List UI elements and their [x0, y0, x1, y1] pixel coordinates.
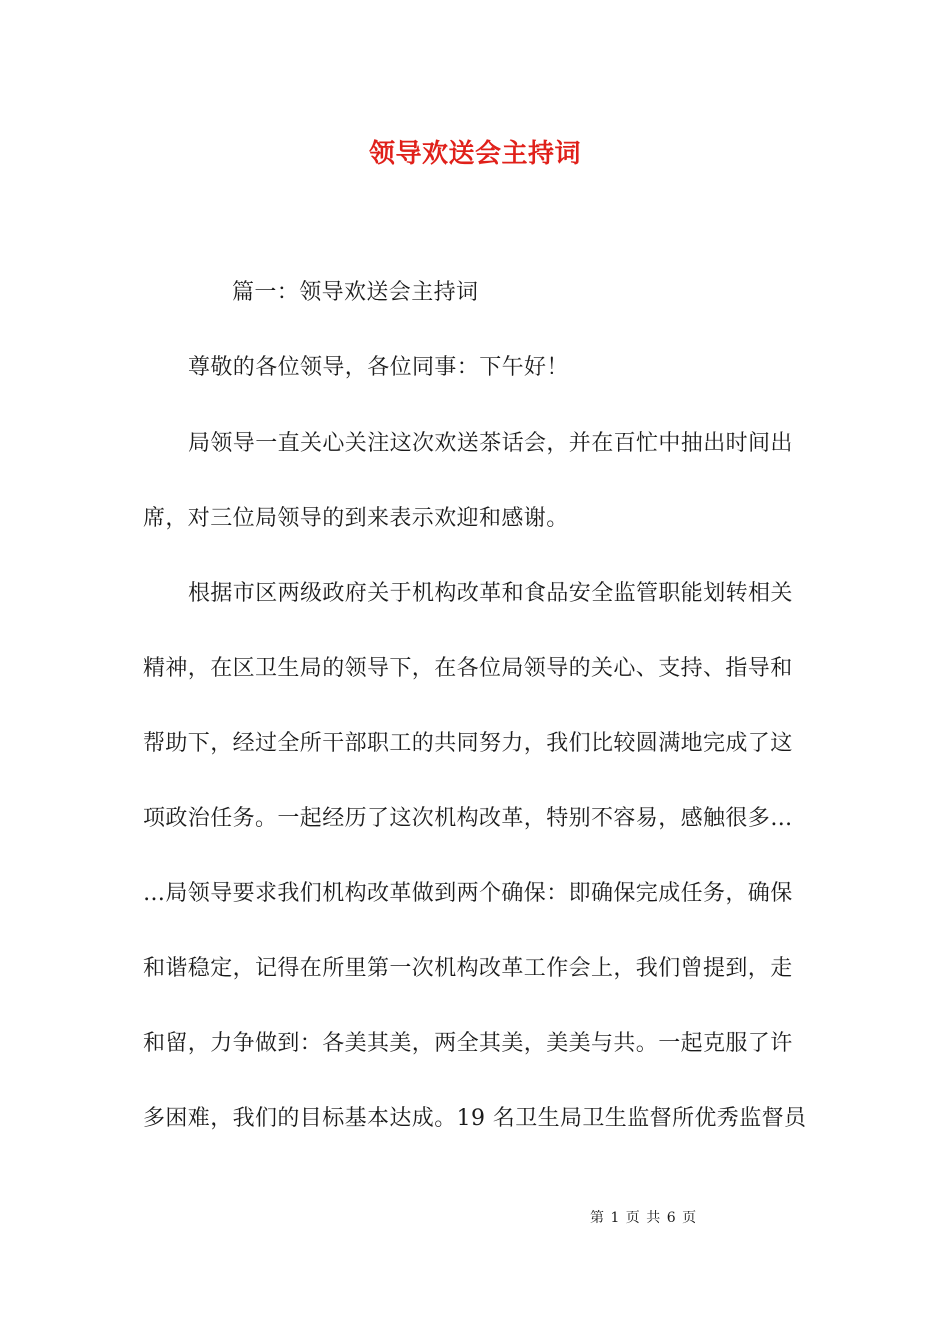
paragraph-line: …局领导要求我们机构改革做到两个确保：即确保完成任务，确保 [143, 881, 793, 906]
paragraph-line: 席，对三位局领导的到来表示欢迎和感谢。 [143, 506, 569, 531]
greeting-line: 尊敬的各位领导，各位同事：下午好！ [188, 355, 569, 380]
page-number-footer: 第 1 页 共 6 页 [590, 1210, 698, 1226]
document-title: 领导欢送会主持词 [368, 139, 581, 169]
paragraph-line: 和留，力争做到：各美其美，两全其美，美美与共。一起克服了许 [143, 1031, 793, 1056]
paragraph-line: 项政治任务。一起经历了这次机构改革，特别不容易，感触很多… [143, 806, 793, 831]
paragraph-line: 帮助下，经过全所干部职工的共同努力，我们比较圆满地完成了这 [143, 731, 793, 756]
paragraph-line: 精神，在区卫生局的领导下，在各位局领导的关心、支持、指导和 [143, 656, 793, 681]
paragraph-line: 和谐稳定，记得在所里第一次机构改革工作会上，我们曾提到，走 [143, 956, 793, 981]
section-heading: 篇一：领导欢送会主持词 [232, 280, 479, 305]
paragraph-line: 根据市区两级政府关于机构改革和食品安全监管职能划转相关 [188, 581, 793, 606]
paragraph-line: 多困难，我们的目标基本达成。19 名卫生局卫生监督所优秀监督员 [143, 1106, 807, 1131]
paragraph-line: 局领导一直关心关注这次欢送茶话会，并在百忙中抽出时间出 [188, 431, 793, 456]
